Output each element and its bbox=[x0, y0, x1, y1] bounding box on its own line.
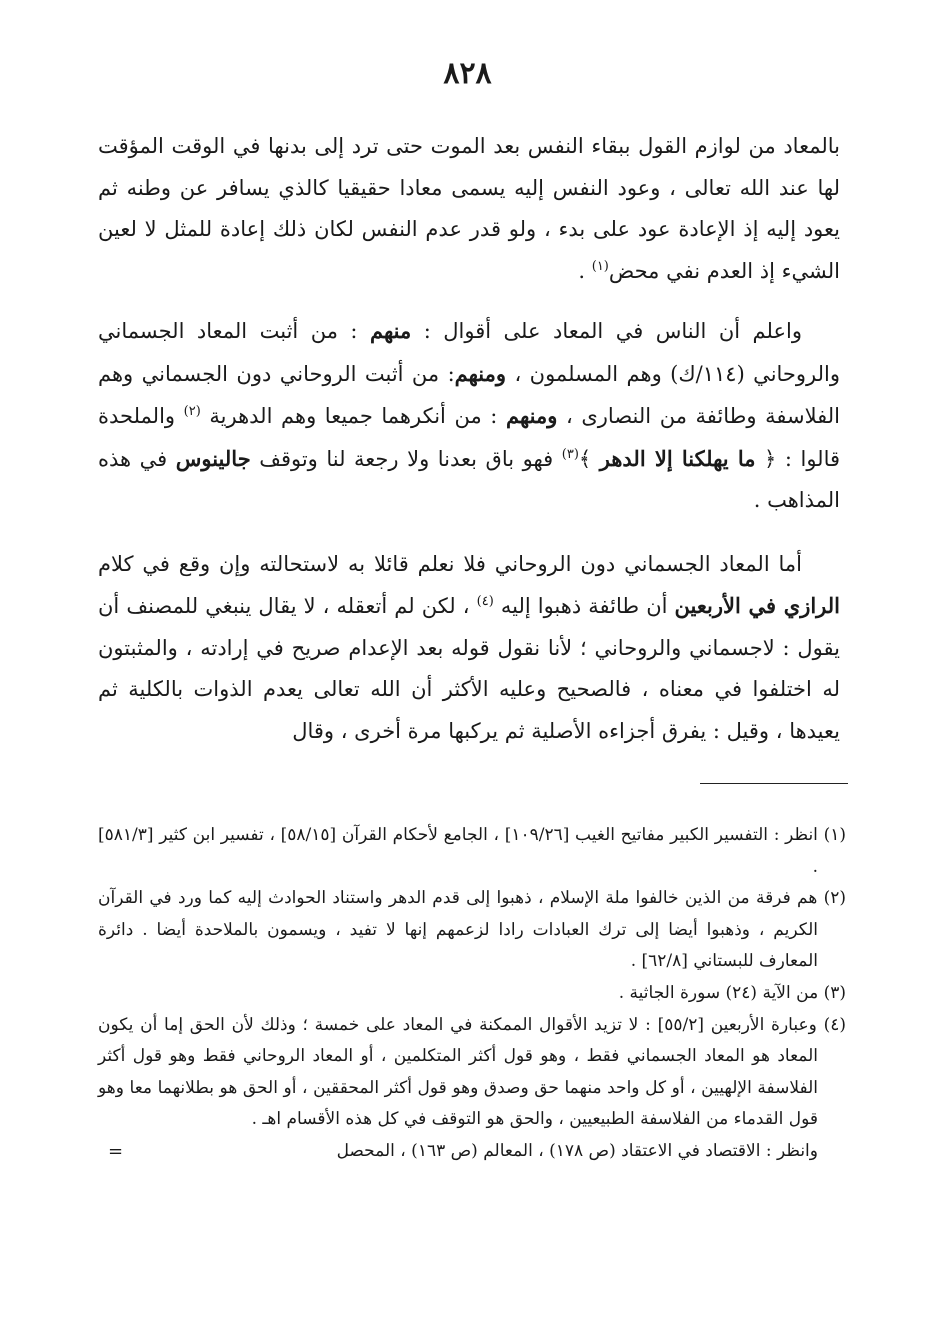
paragraph-2-text: : من أنكرهما جميعا وهم الدهرية bbox=[200, 404, 506, 428]
bold-source-razi: الرازي في الأربعين bbox=[674, 593, 840, 618]
bold-term-minhum-2: ومنهم bbox=[454, 360, 507, 386]
paragraph-1-text: بالمعاد من لوازم القول ببقاء النفس بعد الموت حتى ترد إلى بدنها في الوقت المؤقت لها عند الله تعالى ، وعود النفس إليه يسمى معادا حقيقيا كالذي يسافر عن وطنه ثم يعود إليه إذ الإعادة عود على بدء ، ولو قدر عدم النفس لكان ذلك إعادة للمثل لا لعين الشيء إذ العدم نفي محض bbox=[98, 134, 840, 283]
quran-quote: ما يهلكنا إلا الدهر bbox=[599, 445, 756, 471]
paragraph-2-text: ﴾ bbox=[578, 446, 600, 471]
footnote-4: (٤) وعبارة الأربعين [٥٥/٢] : لا تزيد الأقوال الممكنة في المعاد على خمسة ؛ وذلك لأن الحق إما أن يكون المعاد هو المعاد الجسماني فقط ، وهو قول أكثر المتكلمين ، أو المعاد الروحاني فقط وهو قول أكثر الفلاسفة الإلهيين ، أو كل واحد منهما حق وصدق وهو قول أكثر المحققين ، أو الحق هو بطلانهما معا وهو قول القدماء من الفلاسفة الطبيعيين ، والحق هو التوقف في كل هذه الأقسام اهـ . bbox=[98, 1014, 846, 1130]
footnote-1: (١) انظر : التفسير الكبير مفاتيح الغيب [١٠٩/٢٦] ، الجامع لأحكام القرآن [٥٨/١٥] ، تفسير ابن كثير [٥٨١/٣] . bbox=[98, 825, 847, 877]
paragraph-2 bbox=[98, 310, 840, 522]
paragraph-1 bbox=[98, 126, 840, 292]
continuation-mark: = bbox=[108, 1140, 124, 1162]
footnote-4-continuation bbox=[98, 1136, 846, 1168]
footnote-3: (٣) من الآية (٢٤) سورة الجاثية . bbox=[618, 982, 846, 1003]
page-number: ٨٢٨ bbox=[443, 56, 492, 91]
paragraph-2-text: واعلم أن الناس في المعاد على أقوال : bbox=[411, 319, 802, 343]
footnote-divider bbox=[700, 783, 848, 784]
paragraph-2-text: : من أثبت المعاد الجسماني والروحاني (١١٤/ك) وهم المسلمون ، bbox=[98, 319, 841, 386]
paragraph-2-text: والملحدة قالوا : ﴿ bbox=[98, 404, 841, 471]
paragraph-3-text: أما المعاد الجسماني دون الروحاني فلا نعلم قائلا به لاستحالته وإن وقع في كلام bbox=[98, 551, 802, 576]
bold-term-minhum-1: منهم bbox=[369, 318, 412, 343]
paragraph-3 bbox=[98, 544, 840, 753]
footnotes bbox=[98, 820, 846, 1168]
paragraph-3-text: ، لكن لم أتعقله ، لا يقال ينبغي للمصنف أن يقول : لاجسماني والروحاني ؛ لأنا نقول قوله بعد الإعدام صريح في إرادته ، والمثبتون له اختلفوا في معناه ، فالصحيح وعليه الأكثر أن الله تعالى يعدم الذوات بالكلية ثم يعيدها ، وقيل : يفرق أجزاءه الأصلية ثم يركبها مرة أخرى ، وقال bbox=[98, 594, 840, 743]
paragraph-2-text: في هذه المذاهب . bbox=[98, 446, 840, 512]
bold-term-minhum-3: ومنهم bbox=[505, 403, 558, 428]
main-text bbox=[98, 126, 840, 752]
paragraph-2-text: : من أثبت الروحاني دون الجسماني وهم الفلاسفة وطائفة من النصارى ، bbox=[98, 361, 840, 428]
paragraph-1-end: . bbox=[578, 258, 592, 283]
footnote-2: (٢) هم فرقة من الذين خالفوا ملة الإسلام ، ذهبوا إلى قدم الدهر واستناد الحوادث إليه كما ورد في القرآن الكريم ، وذهبوا أيضا إلى ترك العبادات رادا لزعمهم إنها لا تفيد ، ويسمون بالملاحدة أيضا . دائرة المعارف للبستاني [٦٢/٨] . bbox=[98, 888, 846, 972]
footnote-ref-4: (٤) bbox=[476, 594, 494, 609]
paragraph-3-text: أن طائفة ذهبوا إليه bbox=[493, 594, 675, 618]
footnote-ref-3: (٣) bbox=[561, 446, 579, 462]
bold-name-galen: جالينوس bbox=[175, 445, 251, 471]
footnote-ref-1: (١) bbox=[591, 258, 609, 274]
footnote-ref-2: (٢) bbox=[183, 404, 201, 419]
footnote-4-continuation-text: وانظر : الاقتصاد في الاعتقاد (ص ١٧٨) ، المعالم (ص ١٦٣) ، المحصل bbox=[336, 1140, 818, 1161]
paragraph-2-text: فهو باق بعدنا ولا رجعة لنا وتوقف bbox=[250, 446, 562, 471]
